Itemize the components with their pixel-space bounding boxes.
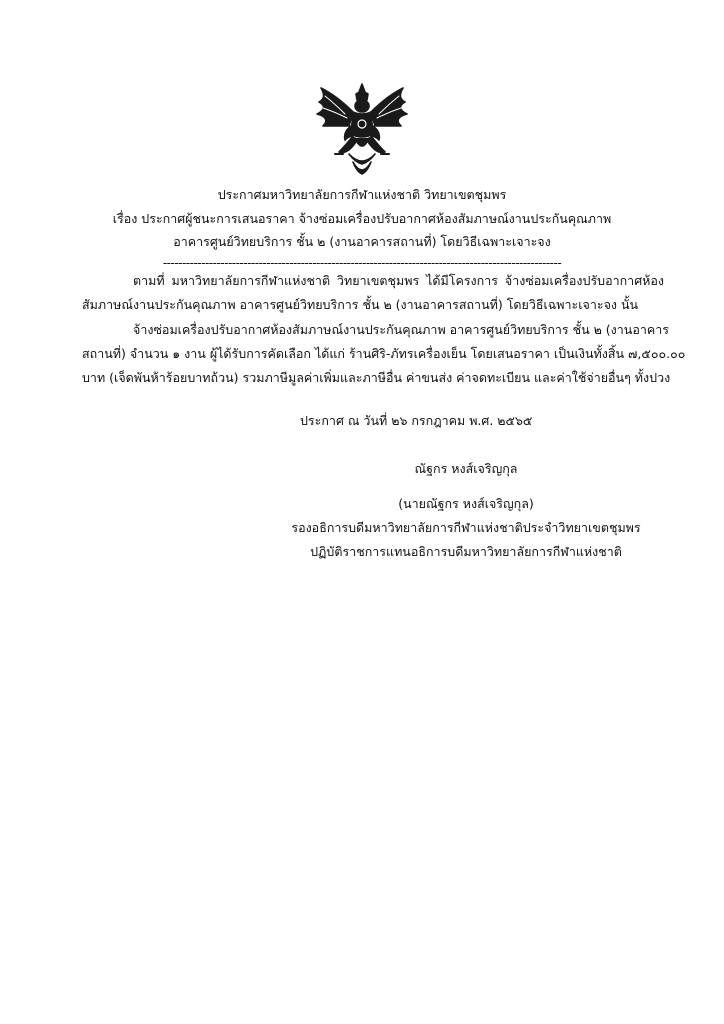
- separator-rule: --------------------------------------------------------------------------------------------------------: [162, 256, 562, 270]
- paragraph2-line2: สถานที่) จำนวน ๑ งาน ผู้ได้รับการคัดเลือก ได้แก่ ร้านศิริ-ภัทรเครื่องเย็น โดยเสนอราคา เป็นเงินทั้งสิ้น ๗,๕๐๐.๐๐: [82, 346, 686, 361]
- announcement-date: ประกาศ ณ วันที่ ๒๖ กรกฎาคม พ.ศ. ๒๕๖๕: [300, 413, 533, 428]
- paragraph2-line3: บาท (เจ็ดพันห้าร้อยบาทถ้วน) รวมภาษีมูลค่าเพิ่มและภาษีอื่น ค่าขนส่ง ค่าจดทะเบียน และค่าใช้จ่ายอื่นๆ ทั้งปวง: [82, 370, 671, 385]
- announcement-subject-cont: อาคารศูนย์วิทยบริการ ชั้น ๒ (งานอาคารสถานที่) โดยวิธีเฉพาะเจาะจง: [173, 234, 551, 249]
- paragraph2-line1: จ้างซ่อมเครื่องปรับอากาศห้องสัมภาษณ์งานประกันคุณภาพ อาคารศูนย์วิทยบริการ ชั้น ๒ (งานอาคาร: [133, 322, 669, 337]
- announcement-heading: ประกาศมหาวิทยาลัยการกีฬาแห่งชาติ วิทยาเขตชุมพร: [217, 187, 507, 202]
- paragraph1-line1: ตามที่ มหาวิทยาลัยการกีฬาแห่งชาติ วิทยาเขตชุมพร ได้มีโครงการ จ้างซ่อมเครื่องปรับอากาศห้อง: [133, 273, 664, 288]
- paragraph1-line2: สัมภาษณ์งานประกันคุณภาพ อาคารศูนย์วิทยบริการ ชั้น ๒ (งานอาคารสถานที่) โดยวิธีเฉพาะเจาะจง นั้น: [82, 297, 639, 312]
- signature-full-name: (นายณัฐกร หงส์เจริญกุล): [398, 496, 534, 511]
- signature-acting-position: ปฏิบัติราชการแทนอธิการบดีมหาวิทยาลัยการกีฬาแห่งชาติ: [310, 544, 622, 559]
- signature-position: รองอธิการบดีมหาวิทยาลัยการกีฬาแห่งชาติประจำวิทยาเขตชุมพร: [291, 520, 641, 535]
- signature-name: ณัฐกร หงส์เจริญกุล: [414, 461, 518, 476]
- announcement-subject: เรื่อง ประกาศผู้ชนะการเสนอราคา จ้างซ่อมเครื่องปรับอากาศห้องสัมภาษณ์งานประกันคุณภาพ: [112, 211, 612, 226]
- garuda-emblem-icon: [309, 82, 415, 182]
